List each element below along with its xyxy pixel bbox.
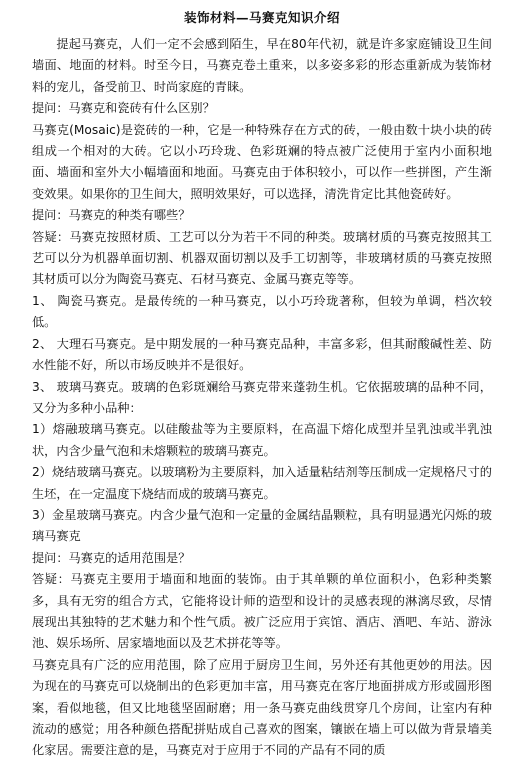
paragraph: 3）金星玻璃马赛克。内含少量气泡和一定量的金属结晶颗粒，具有明显遇光闪烁的玻璃马赛克 xyxy=(32,507,492,544)
paragraph: 提问：马赛克的种类有哪些？ xyxy=(32,208,191,223)
paragraph: 答疑：马赛克主要用于墙面和地面的装饰。由于其单颗的单位面积小，色彩种类繁多，具有无穷的组合方式，它能将设计师的造型和设计的灵感表现的淋漓尽致，尽情展现出其独特的艺术魅力和个性气质。被广泛应用于宾馆、酒店、酒吧、车站、游泳池、娱乐场所、居家墙地面以及艺术拼花等等。 xyxy=(32,572,492,651)
paragraph: 马赛克具有广泛的应用范围，除了应用于厨房卫生间，另外还有其他更妙的用法。因为现在的马赛克可以烧制出的色彩更加丰富，用马赛克在客厅地面拼成方形或圆形图案，看似地毯，但又比地毯坚固耐磨；用一条马赛克曲线贯穿几个房间，让室内有种流动的感觉；用各种颜色搭配拼贴成自己喜欢的图案，镶嵌在墙上可以做为背景墙美化家居。需要注意的是，马赛克对于应用于不同的产品有不同的质 xyxy=(32,657,492,758)
document-body xyxy=(32,34,492,762)
paragraph: 2）烧结玻璃马赛克。以玻璃粉为主要原料，加入适量粘结剂等压制成一定规格尺寸的生坯，在一定温度下烧结而成的玻璃马赛克。 xyxy=(32,465,492,501)
paragraph: 1）熔融玻璃马赛克。以硅酸盐等为主要原料，在高温下熔化成型并呈乳浊或半乳浊状，内含少量气泡和未熔颗粒的玻璃马赛克。 xyxy=(32,422,492,458)
paragraph: 2、 大理石马赛克。是中期发展的一种马赛克品种，丰富多彩，但其耐酸碱性差、防水性能不好，所以市场反映并不是很好。 xyxy=(32,336,492,373)
document-title: 装饰材料—马赛克知识介绍 xyxy=(183,10,340,25)
paragraph: 答疑：马赛克按照材质、工艺可以分为若干不同的种类。玻璃材质的马赛克按照其工艺可以分为机器单面切割、机器双面切割以及手工切割等，非玻璃材质的马赛克按照其材质可以分为陶瓷马赛克、石材马赛克、金属马赛克等等。 xyxy=(32,229,492,287)
paragraph: 马赛克(Mosaic)是瓷砖的一种，它是一种特殊存在方式的砖，一般由数十块小块的砖组成一个相对的大砖。它以小巧玲珑、色彩斑斓的特点被广泛使用于室内小面积地面、墙面和室外大小幅墙面和地面。马赛克由于体积较小，可以作一些拼图，产生渐变效果。如果你的卫生间大，照明效果好，可以选择，清洗肯定比其他瓷砖好。 xyxy=(32,122,492,201)
paragraph: 提起马赛克，人们一定不会感到陌生，早在80年代初，就是许多家庭铺设卫生间墙面、地面的材料。时至今日，马赛克卷土重来，以多姿多彩的形态重新成为装饰材料的宠儿，备受前卫、时尚家庭的青睐。 xyxy=(32,37,492,94)
paragraph: 3、 玻璃马赛克。玻璃的色彩斑斓给马赛克带来蓬勃生机。它依据玻璃的品种不同，又分为多种小品种： xyxy=(32,379,492,415)
paragraph: 提问：马赛克的适用范围是？ xyxy=(32,550,191,565)
paragraph: 提问：马赛克和瓷砖有什么区别？ xyxy=(32,101,215,116)
paragraph: 1、 陶瓷马赛克。是最传统的一种马赛克，以小巧玲珑著称，但较为单调，档次较低。 xyxy=(32,293,492,330)
